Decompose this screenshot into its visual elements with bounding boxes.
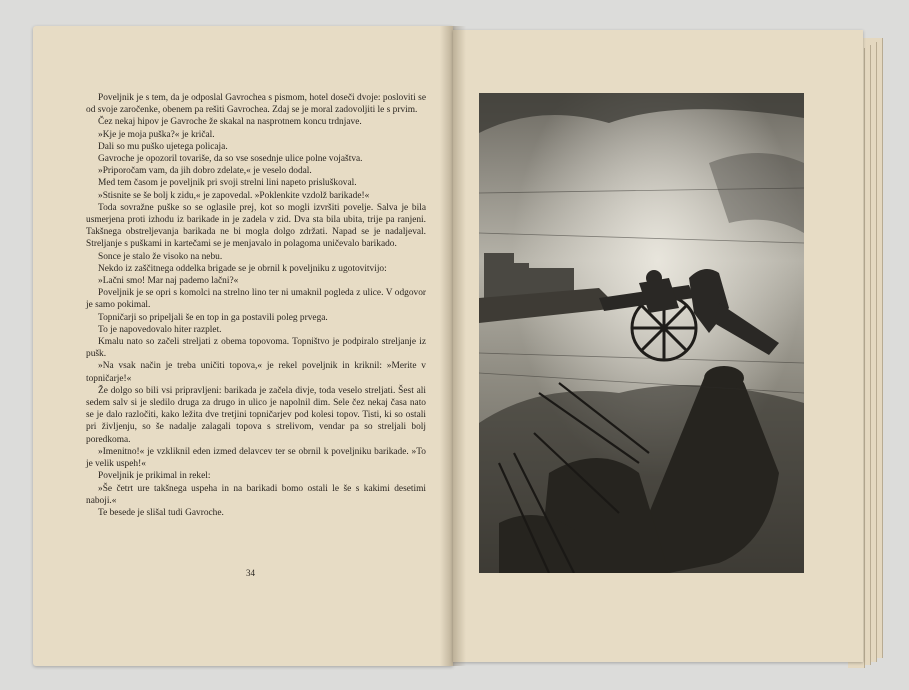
- paragraph: Sonce je stalo že visoko na nebu.: [98, 251, 223, 262]
- paragraph: Čez nekaj hipov je Gavroche že skakal na nasprotnem koncu trdnjave.: [98, 117, 362, 128]
- page-number: 34: [246, 568, 255, 578]
- paragraph: Nekdo iz zaščitnega oddelka brigade se je obrnil k poveljniku z ugotovitvijo:: [98, 263, 387, 274]
- paragraph: Gavroche je opozoril tovariše, da so vse sosednje ulice polne vojaštva.: [98, 154, 363, 165]
- paragraph: Poveljnik je se opri s komolci na strelno lino ter ni umaknil pogleda z ulice. V odgovor je samo pokimal.: [86, 288, 426, 311]
- paragraph: »Še četrt ure takšnega uspeha in na barikadi bomo ostali le še s kakimi desetimi naboji.«: [86, 483, 426, 506]
- left-page-text: [86, 92, 426, 519]
- paragraph: »Lačni smo! Mar naj pademo lačni?«: [98, 276, 239, 287]
- paragraph: To je napovedovalo hiter razplet.: [98, 324, 222, 335]
- paragraph: Dali so mu puško ujetega policaja.: [98, 141, 228, 152]
- barricade-cannon-battle-illustration: [479, 93, 804, 573]
- paragraph: »Stisnite se še bolj k zidu,« je zapovedal. »Poklenkite vzdolž barikade!«: [98, 190, 370, 201]
- paragraph: »Priporočam vam, da jih dobro zdelate,« je veselo dodal.: [98, 166, 312, 177]
- paragraph: Kmalu nato so začeli streljati z obema topovoma. Topništvo je podpiralo streljanje iz pušk.: [86, 337, 426, 360]
- paragraph: »Na vsak način je treba uničiti topova,« je rekel poveljnik in kriknil: »Merite v topničarje!«: [86, 361, 426, 384]
- paragraph: »Imenitno!« je vzkliknil eden izmed delavcev ter se obrnil k poveljniku barikade. »To je velik uspeh!«: [86, 446, 426, 470]
- paragraph: Že dolgo so bili vsi pripravljeni: barikada je začela divje, toda veselo streljati. Šest ali sedem salv si je sledilo druga za drugo in ulico je napolnil dim. Sele čez nekaj časa nato se je dalo razločiti, kako ležita dve tretjini topničarjev pod kolesi topov. Tisti, ki so ostali pri življenju, so še nadalje zalagali topova s strelivom, vendar pa so streljali bolj poredkoma.: [86, 385, 426, 445]
- paragraph: »Kje je moja puška?« je kričal.: [98, 129, 215, 140]
- paragraph: Toda sovražne puške so se oglasile prej, kot so mogli izvršiti povelje. Salva je bila usmerjena proti izhodu iz barikade in je zadela v zid. Dva sta bila ubita, trije pa ranjeni. Takšnega obstreljevanja barikada ne bi mogla dolgo zdržati. Napad se je nadaljeval. Streljanje s puškami in kartečami se je menjavalo in polagoma uničevalo barikado.: [86, 202, 426, 250]
- paragraph: Med tem časom je poveljnik pri svoji strelni lini napeto prisluškoval.: [98, 178, 357, 189]
- book-gutter: [440, 26, 466, 666]
- paragraph: Poveljnik je prikimal in rekel:: [98, 471, 211, 482]
- paragraph: Te besede je slišal tudi Gavroche.: [98, 507, 224, 518]
- paragraph: Topničarji so pripeljali še en top in ga postavili poleg prvega.: [98, 312, 328, 323]
- paragraph: Poveljnik je s tem, da je odposlal Gavrochea s pismom, hotel doseči dvoje: posloviti se od svoje zaročenke, obenem pa rešiti Gavrochea. Zdaj se je moral zadovoljiti le s prvim.: [86, 93, 426, 116]
